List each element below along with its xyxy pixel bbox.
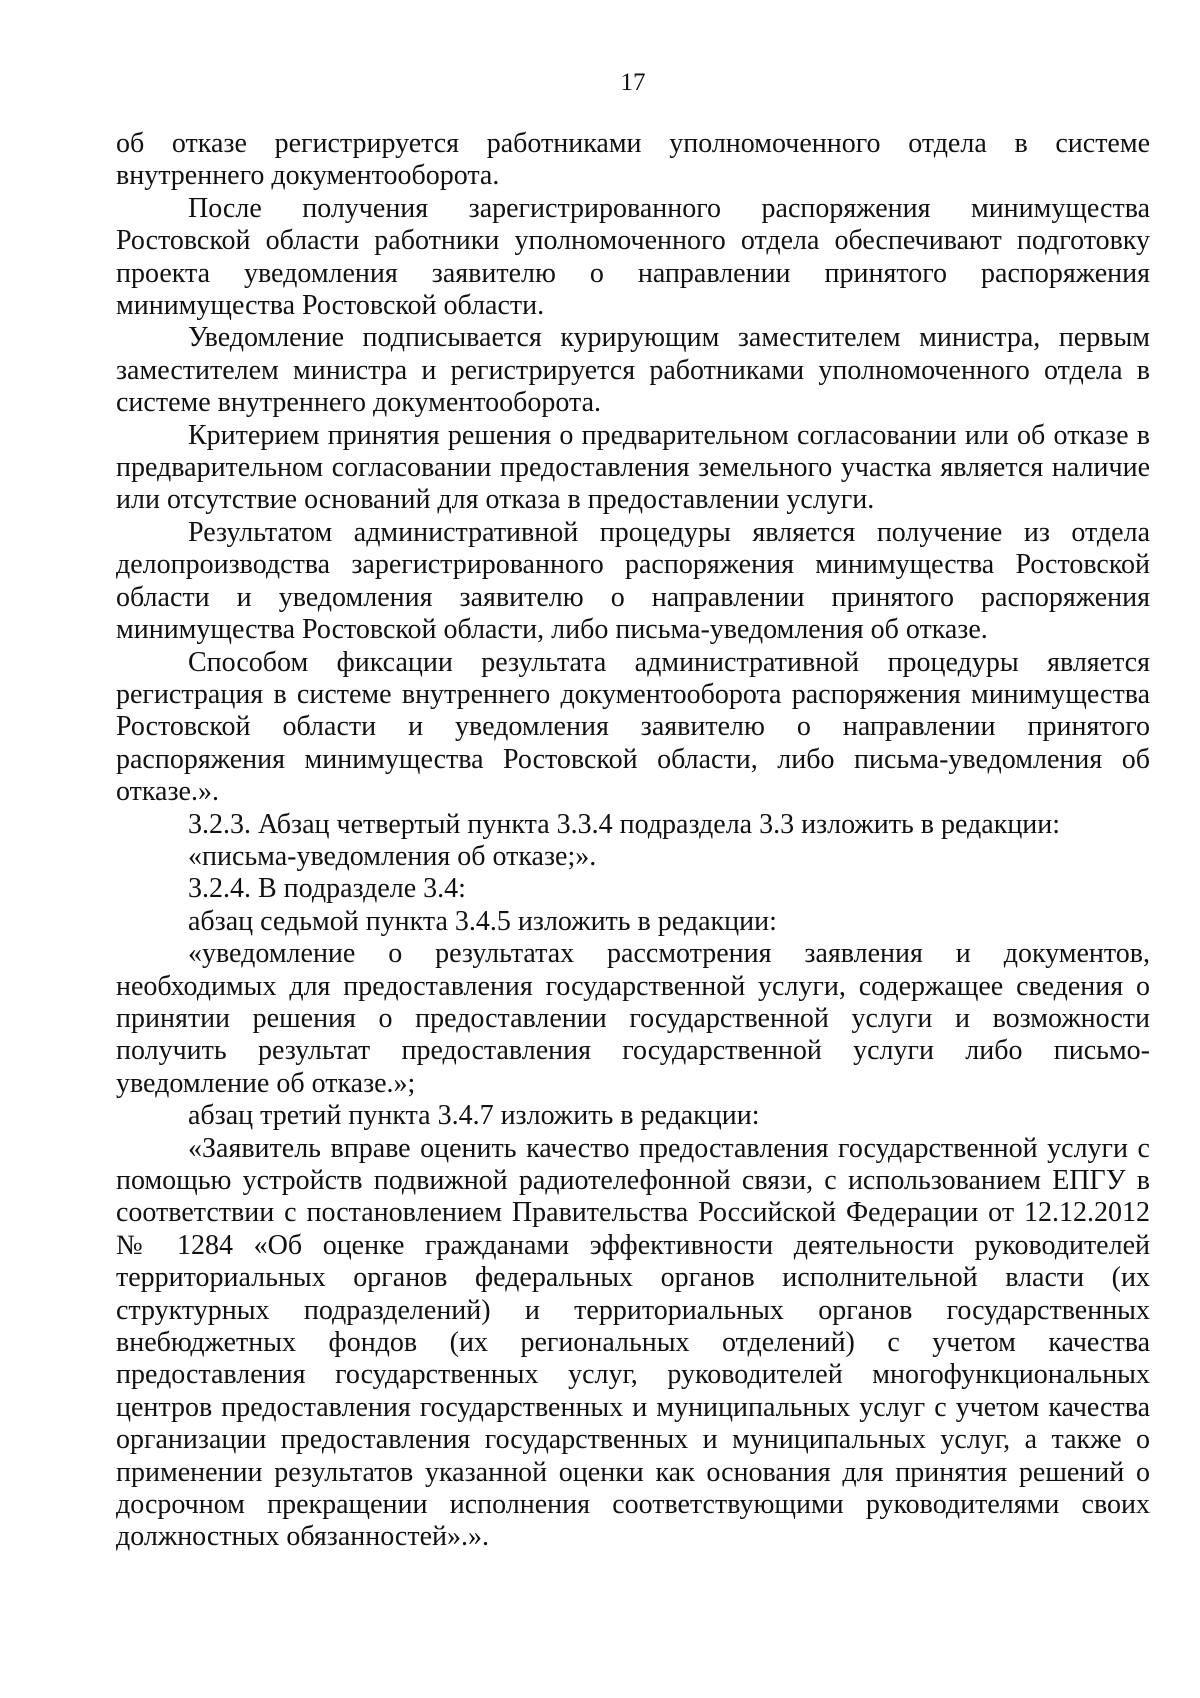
paragraph: «уведомление о результатах рассмотрения заявления и документов, необходимых для предоставления государственной услуги, содержащее сведения о принятии решения о предоставлении государственной услуги и возможности получить результат предоставления государственной услуги либо письмо-уведомление об отказе.»; [116, 938, 1150, 1099]
paragraph: Критерием принятия решения о предварительном согласовании или об отказе в предварительном согласовании предоставления земельного участка является наличие или отсутствие оснований для отказа в предоставлении услуги. [116, 419, 1150, 516]
document-page [116, 0, 1150, 1698]
paragraph: Уведомление подписывается курирующим заместителем министра, первым заместителем министра и регистрируется работниками уполномоченного отдела в системе внутреннего документооборота. [116, 322, 1150, 419]
paragraph: «Заявитель вправе оценить качество предоставления государственной услуги с помощью устройств подвижной радиотелефонной связи, с использованием ЕПГУ в соответствии с постановлением Правительства Российской Федерации от 12.12.2012 № 1284 «Об оценке гражданами эффективности деятельности руководителей территориальных органов федеральных органов исполнительной власти (их структурных подразделений) и территориальных органов государственных внебюджетных фондов (их региональных отделений) с учетом качества предоставления государственных услуг, руководителей многофункциональных центров предоставления государственных и муниципальных услуг с учетом качества организации предоставления государственных и муниципальных услуг, а также о применении результатов указанной оценки как основания для принятия решений о досрочном прекращении исполнения соответствующими руководителями своих должностных обязанностей».». [116, 1132, 1150, 1553]
paragraph: абзац седьмой пункта 3.4.5 изложить в редакции: [188, 905, 777, 937]
paragraph: «письма-уведомления об отказе;». [188, 840, 597, 872]
page-number: 17 [620, 69, 646, 96]
paragraph: об отказе регистрируется работниками уполномоченного отдела в системе внутреннего документооборота. [116, 128, 1150, 192]
paragraph: 3.2.3. Абзац четвертый пункта 3.3.4 подраздела 3.3 изложить в редакции: [188, 808, 1061, 840]
paragraph: Результатом административной процедуры является получение из отдела делопроизводства зарегистрированного распоряжения минимущества Ростовской области и уведомления заявителю о направлении принятого распоряжения минимущества Ростовской области, либо письма-уведомления об отказе. [116, 516, 1150, 646]
document-body [116, 128, 1150, 1554]
paragraph: 3.2.4. В подразделе 3.4: [188, 873, 466, 905]
paragraph: абзац третий пункта 3.4.7 изложить в редакции: [188, 1100, 760, 1132]
paragraph: Способом фиксации результата административной процедуры является регистрация в системе внутреннего документооборота распоряжения минимущества Ростовской области и уведомления заявителю о направлении принятого распоряжения минимущества Ростовской области, либо письма-уведомления об отказе.». [116, 646, 1150, 808]
paragraph: После получения зарегистрированного распоряжения минимущества Ростовской области работники уполномоченного отдела обеспечивают подготовку проекта уведомления заявителю о направлении принятого распоряжения минимущества Ростовской области. [116, 192, 1150, 322]
